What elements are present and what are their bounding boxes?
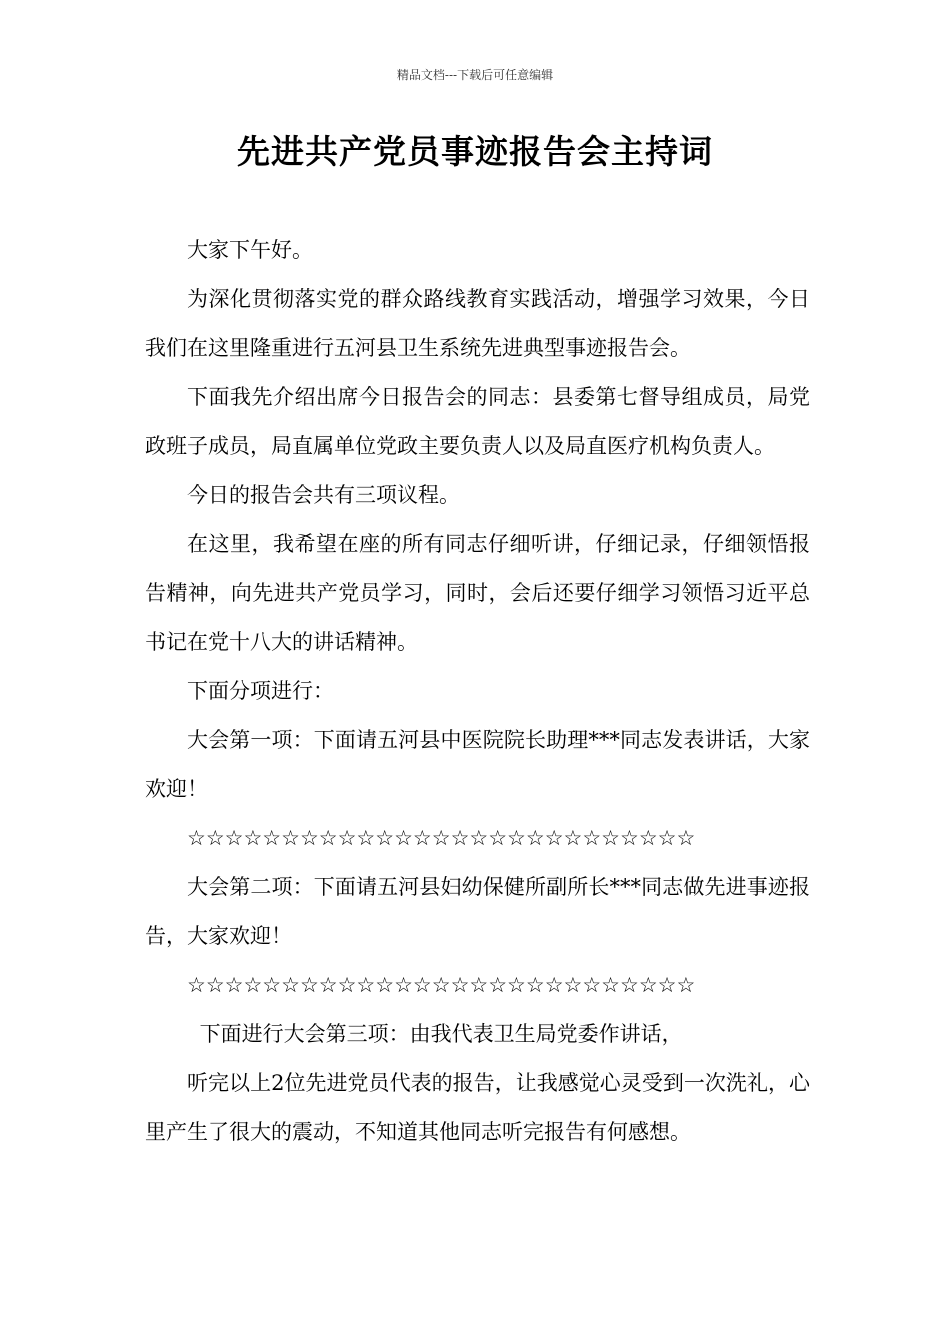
paragraph-purpose: 为深化贯彻落实党的群众路线教育实践活动，增强学习效果，今日我们在这里隆重进行五河县卫生系统先进典型事迹报告会。 — [145, 287, 810, 360]
star-divider: ☆☆☆☆☆☆☆☆☆☆☆☆☆☆☆☆☆☆☆☆☆☆☆☆☆☆☆ — [187, 973, 696, 997]
paragraph-proceed: 下面分项进行： — [187, 679, 334, 703]
paragraph-attendees: 下面我先介绍出席今日报告会的同志：县委第七督导组成员，局党政班子成员，局直属单位党政主要负责人以及局直医疗机构负责人。 — [145, 385, 810, 458]
paragraph-agenda-count: 今日的报告会共有三项议程。 — [187, 483, 460, 507]
paragraph-greeting: 大家下午好。 — [187, 238, 313, 262]
paragraph-expectations: 在这里，我希望在座的所有同志仔细听讲，仔细记录，仔细领悟报告精神，向先进共产党员学习，同时，会后还要仔细学习领悟习近平总书记在党十八大的讲话精神。 — [145, 532, 810, 654]
header-note: 精品文档---下载后可任意编辑 — [396, 68, 554, 82]
document-title: 先进共产党员事迹报告会主持词 — [237, 132, 713, 171]
paragraph-item-three: 下面进行大会第三项：由我代表卫生局党委作讲话， — [199, 1022, 683, 1046]
paragraph-reflection: 听完以上2位先进党员代表的报告，让我感觉心灵受到一次洗礼，心里产生了很大的震动，不知道其他同志听完报告有何感想。 — [145, 1071, 810, 1144]
star-divider: ☆☆☆☆☆☆☆☆☆☆☆☆☆☆☆☆☆☆☆☆☆☆☆☆☆☆☆ — [187, 826, 696, 850]
paragraph-item-one: 大会第一项：下面请五河县中医院院长助理***同志发表讲话，大家欢迎！ — [145, 728, 810, 801]
paragraph-item-two: 大会第二项：下面请五河县妇幼保健所副所长***同志做先进事迹报告，大家欢迎！ — [145, 875, 810, 948]
document-body — [145, 226, 810, 1157]
